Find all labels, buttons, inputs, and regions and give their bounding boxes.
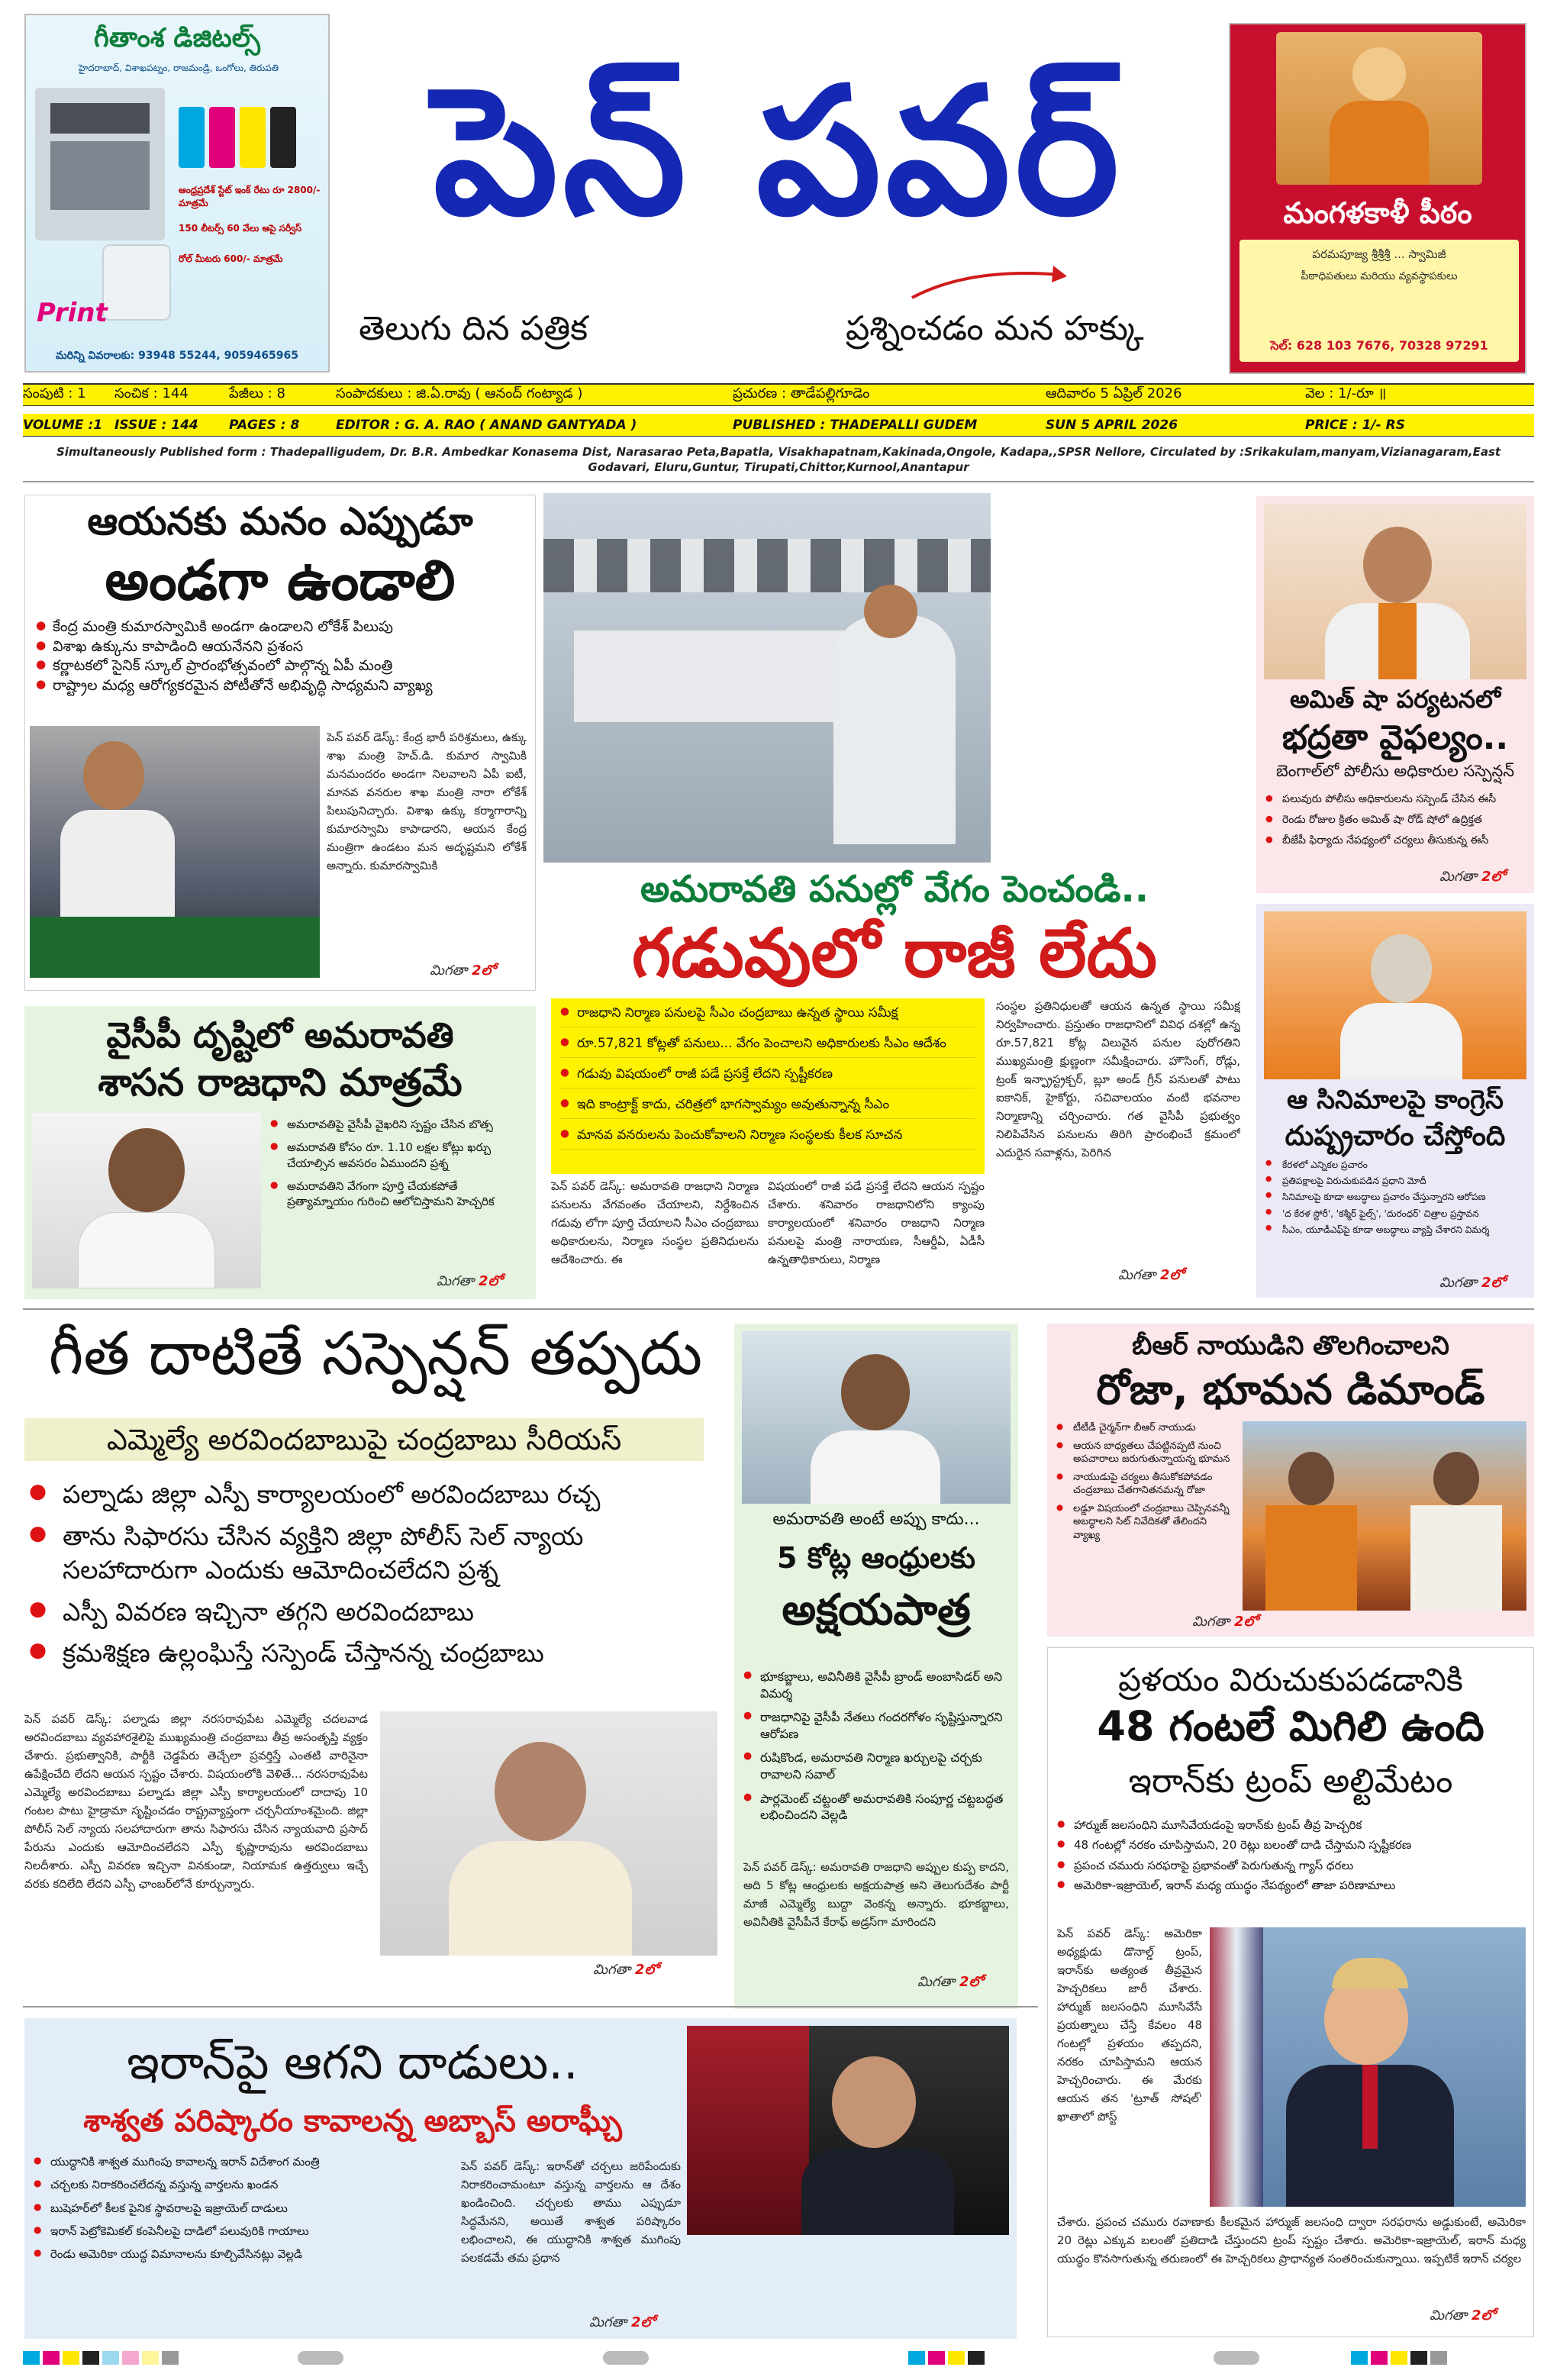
ad-left-offer3: రోల్ మీటరు 600/- మాత్రమే: [179, 253, 283, 264]
list-item: ● రాష్ట్రాల మధ్య ఆరోగ్యకరమైన పోటీతోనే అభివృద్ధి సాధ్యమని వ్యాఖ్య: [36, 676, 532, 696]
paper-rolls-illustration: [102, 244, 171, 321]
akshaya-kicker: అమరావతి అంటే అప్పు కాదు...: [772, 1510, 980, 1529]
list-item: ● విశాఖ ఉక్కును కాపాడింది ఆయనేనని ప్రశంస: [36, 637, 532, 657]
ink-bottles-illustration: [179, 92, 316, 176]
list-item: ● సీఎం, యూడీఎఫ్‌పై కూడా అబద్ధాలు వ్యాప్తి చేశారని విమర్శ: [1265, 1224, 1528, 1236]
abbas-araghchi-photo: [687, 2026, 1009, 2235]
divider-top: [23, 481, 1534, 482]
ad-left-contact: మరిన్ని వివరాలకు: 93948 55244, 9059465965: [55, 350, 299, 362]
roja-bullets: [1056, 1421, 1236, 1542]
amaravati-body-col1: పెన్ పవర్ డెస్క్: అమరావతి రాజధాని నిర్మాణ పనులను వేగవంతం చేయాలని, నిర్దేశించిన గడువు లోగా పూర్తి చేయాలని సీఎం చంద్రబాబు అధికారులను, నిర్మాణ సంస్థల ప్రతినిధులను ఆదేశించారు. ఈ: [551, 1179, 759, 1266]
pen-nib-icon: [908, 260, 1069, 305]
amit-bullets: [1265, 792, 1528, 848]
amaravati-review-photo: [543, 493, 991, 863]
ad-left-subline: హైదరాబాద్, విశాఖపట్నం, రాజమండ్రి, ఒంగోలు, తిరుపతి: [78, 63, 279, 73]
meta-editor-te: సంపాదకులు : జి.ఏ.రావు ( ఆనంద్ గంట్యాడ ): [336, 385, 583, 402]
list-item: ● అమరావతిని వేగంగా పూర్తి చేయకపోతే ప్రత్యామ్నాయం గురించి ఆలోచిస్తామని హెచ్చరిక: [270, 1179, 527, 1210]
amit-head1: అమిత్ షా పర్యటనలో: [1289, 685, 1501, 714]
list-item: ● రెండు రోజుల క్రితం అమిత్ షా రోడ్ షోలో ఉద్రిక్తత: [1265, 813, 1528, 827]
ad-left-offer1: ఆంధ్రప్రదేశ్ స్టేట్ ఇంక్ రేటు రూ 2800/- మాత్రమే: [179, 185, 321, 208]
list-item: ● ఎస్పీ వివరణ ఇచ్చినా తగ్గని అరవిందబాబు: [29, 1595, 716, 1630]
list-item: ● పార్లమెంట్ చట్టంతో అమరావతికి సంపూర్ణ చట్టబద్ధత లభించిందని వెల్లడి: [743, 1791, 1011, 1824]
list-item: ● భూకబ్జాలు, అవినీతికి వైసీపీ బ్రాండ్ అంబాసిడర్ అని విమర్శ: [743, 1669, 1011, 1701]
iran48-continued: మిగతా 2లో: [1430, 2307, 1495, 2324]
lokesh-head2: అండగా ఉండాలి: [105, 548, 456, 612]
print-registration-bar: [23, 2348, 1534, 2368]
divider-mid: [23, 1308, 1534, 1310]
divider-low: [23, 2006, 1038, 2008]
ad-right-phone: సెల్: 628 103 7676, 70328 97291: [1270, 338, 1488, 353]
story-amit-shah: [1256, 496, 1534, 893]
list-item: ● యుద్ధానికి శాశ్వత ముగింపు కావాలన్న ఇరాన్ విదేశాంగ మంత్రి: [34, 2154, 453, 2169]
list-item: ● బీజేపీ ఫిర్యాదు నేపథ్యంలో చర్యలు తీసుకున్న ఈసీ: [1265, 834, 1528, 848]
geetha-continued: మిగతా 2లో: [593, 1962, 659, 1978]
congress-head2: దుష్ప్రచారం చేస్తోంది: [1285, 1121, 1506, 1152]
list-item: ● క్రమశిక్షణ ఉల్లంఘిస్తే సస్పెండ్ చేస్తానన్న చంద్రబాబు: [29, 1637, 716, 1671]
roja-head1: బీఆర్ నాయుడిని తొలగించాలని: [1132, 1330, 1449, 1361]
list-item: ● రాజధానిపై వైసీపీ నేతలు గందరగోళం సృష్టిస్తున్నారని ఆరోపణ: [743, 1709, 1011, 1742]
list-item: ● పలువురు పోలీసు అధికారులను సస్పెండ్ చేసిన ఈసీ: [1265, 792, 1528, 807]
story-iran48: [1047, 1647, 1534, 2337]
ysrcp-continued: మిగతా 2లో: [437, 1273, 502, 1289]
geetha-body: పెన్ పవర్ డెస్క్: పల్నాడు జిల్లా నరసరావుపేట ఎమ్మెల్యే చదలవాడ అరవిందబాబు వ్యవహారశైలిపై ముఖ్యమంత్రి చంద్రబాబు తీవ్ర అసంతృప్తి వ్యక్తం చేశారు. ప్రభుత్వానికి, పార్టీకి చెడ్డపేరు తెచ్చేలా ప్రవర్తిస్తే ఎంతటి వారినైనా ఉపేక్షించేది లేదని ఆయన స్పష్టం చేశారు. విషయంలోకి వెళితే... నరసరావుపేట ఎమ్మెల్యే అరవిందబాబు పల్నాడు జిల్లా ఎస్పీ కార్యాలయంలో దాదాపు 10 గంటల పాటు హైడ్రామా సృష్టించడం రాష్ట్రవ్యాప్తంగా చర్చనీయాంశమైంది. జిల్లా పోలీస్ సెల్ న్యాయ సలహాదారుగా తాను సిఫారసు చేసిన న్యాయవాది ప్రసాద్ పేరును ఎందుకు ఆమోదించలేదని ఎస్పీ కృష్ణారావును అరవిందబాబు నిలదీశారు. ఎస్పీ వివరణ ఇచ్చినా వినకుండా, నియామక ఉత్తర్వులు ఇచ్చే వరకు కదిలేది లేదని ఎస్పీ ఛాంబర్‌లోనే కూర్చున్నారు.: [24, 1712, 368, 1891]
ad-right-mangalakali: [1229, 23, 1526, 374]
list-item: ● టీటీడీ చైర్మన్‌గా బీఆర్ నాయుడు: [1056, 1421, 1236, 1435]
meta-date-en: SUN 5 APRIL 2026: [1046, 417, 1178, 433]
meta-volume-te: సంపుటి : 1: [23, 385, 86, 402]
congress-bullets: [1265, 1159, 1528, 1236]
lokesh-bullets: [36, 618, 532, 696]
roja-head2: రోజా, భూమన డిమాండ్: [1096, 1366, 1485, 1414]
lokesh-body: పెన్ పవర్ డెస్క్: కేంద్ర భారీ పరిశ్రమలు, ఉక్కు శాఖ మంత్రి హెచ్.డి. కుమార స్వామికి మనమందరం అండగా నిలవాలని ఏపీ ఐటీ, మానవ వనరుల శాఖ మంత్రి నారా లోకేశ్ పిలుపునిచ్చారు. విశాఖ ఉక్కు కర్మాగారాన్ని కుమారస్వామి కాపాడారని, ఆయన కేంద్ర మంత్రిగా ఉండటం మన అదృష్టమని లోకేశ్ అన్నారు. కుమారస్వామికి: [327, 730, 527, 872]
list-item: ● 'ద కేరళ స్టోరీ', 'కశ్మీర్ ఫైల్స్', 'దురంధర్' చిత్రాల ప్రస్తావన: [1265, 1208, 1528, 1220]
meta-price-en: PRICE : 1/- RS: [1305, 417, 1405, 433]
lokesh-continued: మిగతా 2లో: [430, 963, 495, 979]
masthead-tagline-left: తెలుగు దిన పత్రిక: [359, 309, 588, 348]
list-item: ● అమెరికా-ఇజ్రాయెల్, ఇరాన్ మధ్య యుద్ధం నేపథ్యంలో తాజా పరిణామాలు: [1057, 1878, 1526, 1893]
story-lokesh: [24, 495, 536, 991]
iran48-bullets: [1057, 1817, 1526, 1893]
story-geetha: [24, 1321, 727, 2008]
story-congress: [1256, 904, 1534, 1298]
list-item: ● ఆయన బాధ్యతలు చేపట్టినప్పటి నుంచి అపచారాలు జరుగుతున్నాయన్న భూమన: [1056, 1440, 1236, 1466]
print-logo: Print: [37, 298, 108, 328]
ad-right-title: మంగళకాళీ పీఠం: [1283, 196, 1472, 230]
list-item: ● పల్నాడు జిల్లా ఎస్పీ కార్యాలయంలో అరవిందబాబు రచ్చ: [29, 1478, 716, 1512]
list-item: ● మానవ వనరులను పెంచుకోవాలని నిర్మాణ సంస్థలకు కీలక సూచన: [560, 1127, 975, 1150]
list-item: ● బుషెహర్‌లో కీలక పైనిక స్థావరాలపై ఇజ్రాయెల్ దాడులు: [34, 2201, 453, 2216]
printer-illustration: [35, 88, 165, 240]
list-item: ● కేంద్ర మంత్రి కుమారస్వామికి అండగా ఉండాలని లోకేశ్ పిలుపు: [36, 618, 532, 637]
list-item: ● రుషికొండ, అమరావతి నిర్మాణ ఖర్చులపై చర్చకు రావాలని సవాల్: [743, 1750, 1011, 1782]
roja-protest-photo: [1243, 1421, 1526, 1611]
geetha-headline: గీత దాటితే సస్పెన్షన్ తప్పదు: [48, 1321, 703, 1388]
iran48-head2: 48 గంటలే మిగిలి ఉంది: [1097, 1702, 1484, 1750]
masthead-title: పెన్ పవర్: [433, 50, 1124, 254]
iran48-body-left: పెన్ పవర్ డెస్క్: అమెరికా అధ్యక్షుడు డొనాల్డ్ ట్రంప్, ఇరాన్‌కు అత్యంత తీవ్రమైన హెచ్చరికలు జారీ చేశారు. హార్ముజ్ జలసంధిని మూసివేసే ప్రయత్నాలు చేస్తే కేవలం 48 గంటల్లో ప్రళయం తప్పదని, నరకం చూపిస్తామని ఆయన హెచ్చరించారు. ఈ మేరకు ఆయన తన 'ట్రూత్ సోషల్' ఖాతాలో పోస్ట్: [1057, 1927, 1202, 2124]
list-item: ● ఇది కాంట్రాక్ట్ కాదు, చరిత్రలో భాగస్వామ్యం అవుతున్నాన్న సీఎం: [560, 1096, 975, 1119]
list-item: ● అమరావతిపై వైసీపీ వైఖరిని స్పష్టం చేసిన బొత్స: [270, 1117, 527, 1132]
amit-sub: బెంగాల్‌లో పోలీసు అధికారుల సస్పెన్షన్: [1275, 762, 1515, 780]
modi-photo: [1264, 911, 1526, 1079]
meta-date-te: ఆదివారం 5 ఏప్రిల్ 2026: [1046, 385, 1182, 402]
meta-issue-en: ISSUE : 144: [114, 417, 198, 433]
list-item: ● ప్రపంచ చమురు సరఫరాపై ప్రభావంతో పెరుగుతున్న గ్యాస్ ధరలు: [1057, 1858, 1526, 1873]
meta-pages-te: పేజీలు : 8: [229, 385, 285, 402]
akshaya-bullets: [743, 1669, 1011, 1824]
meta-row-telugu: [23, 383, 1534, 406]
akshaya-head2: అక్షయపాత్ర: [782, 1585, 971, 1635]
amaravati-continued: మిగతా 2లో: [1118, 1267, 1184, 1283]
iran-attacks-continued: మిగతా 2లో: [589, 2314, 655, 2330]
list-item: ● చర్చలకు నిరాకరించలేదన్న వస్తున్న వార్తలను ఖండన: [34, 2177, 453, 2192]
story-ysrcp: [24, 1006, 536, 1299]
meta-price-te: వెల : 1/-రూ ॥: [1305, 385, 1387, 402]
list-item: ● రూ.57,821 కోట్లతో పనులు... వేగం పెంచాలని అధికారులకు సీఎం ఆదేశం: [560, 1035, 975, 1058]
list-item: ● నాయుడుపై చర్యలు తీసుకోకపోవడం చంద్రబాబు చేతగానితనమన్న రోజా: [1056, 1471, 1236, 1498]
meta-editor-en: EDITOR : G. A. RAO ( ANAND GANTYADA ): [336, 417, 637, 433]
list-item: ● ఇరాన్ పెట్రోకెమికల్ కంపెనీలపై దాడిలో పలువురికి గాయాలు: [34, 2224, 453, 2239]
list-item: ● అమరావతి కోసం రూ. 1.10 లక్షల కోట్లు ఖర్చు చేయాల్సిన అవసరం ఏముందని ప్రశ్న: [270, 1140, 527, 1171]
list-item: ● కేరళలో ఎన్నికల ప్రచారం: [1265, 1159, 1528, 1171]
amit-shah-photo: [1264, 504, 1526, 679]
iran-attacks-bullets: [34, 2154, 453, 2262]
story-akshaya: [734, 1324, 1018, 2009]
iran48-body-bottom: చేశారు. ప్రపంచ చమురు రవాణాకు కీలకమైన హార్ముజ్ జలసంధి ద్వారా సరఫరాను అడ్డుకుంటే, అమెరికా 20 రెట్లు ఎక్కువ బలంతో ప్రతిదాడి చేస్తుందని ట్రంప్ స్పష్టం చేశారు. అమెరికా-ఇజ్రాయెల్, ఇరాన్ మధ్య యుద్ధం కొనసాగుతున్న తరుణంలో ఈ హెచ్చరికలు ప్రాధాన్యత సంతరించుకున్నాయి. ఇప్పటికే ఇరాన్ చర్యల: [1057, 2215, 1526, 2266]
akshaya-head1: 5 కోట్ల ఆంధ్రులకు: [777, 1541, 975, 1575]
list-item: ● తాను సిఫారసు చేసిన వ్యక్తిని జిల్లా పోలీస్ సెల్ న్యాయ సలహాదారుగా ఎందుకు ఆమోదించలేదని ప్రశ్న: [29, 1520, 716, 1588]
buddha-venkanna-photo: [742, 1331, 1011, 1504]
meta-published-te: ప్రచురణ : తాడేపల్లిగూడెం: [733, 385, 870, 402]
iran-attacks-body: పెన్ పవర్ డెస్క్: ఇరాన్‌తో చర్చలు జరిపేందుకు నిరాకరించామంటూ వస్తున్న వార్తలను ఆ దేశం ఖండించింది. చర్చలకు తాము ఎప్పుడూ సిద్ధమేనని, అయితే శాశ్వత పరిష్కారం లభించాలని, ఈ యుద్ధానికి శాశ్వత ముగింపు పలకడమే తమ ప్రధాన: [461, 2159, 681, 2265]
ad-right-line1: పరమపూజ్య శ్రీశ్రీశ్రీ ... స్వామిజీ: [1312, 247, 1446, 261]
lokesh-photo: [30, 726, 320, 978]
meta-pages-en: PAGES : 8: [229, 417, 300, 433]
masthead-tagline-right: ప్రశ్నించడం మన హక్కు: [846, 309, 1144, 348]
list-item: ● రాజధాని నిర్మాణ పనులపై సీఎం చంద్రబాబు ఉన్నత స్థాయి సమీక్ష: [560, 1005, 975, 1027]
iran48-head3: ఇరాన్‌కు ట్రంప్ అల్టిమేటం: [1128, 1762, 1453, 1801]
list-item: ● లడ్డూ విషయంలో చంద్రబాబు చెప్పినవన్నీ అబద్ధాలని సిట్ నివేదికతో తేలిందని వ్యాఖ్య: [1056, 1502, 1236, 1543]
ad-right-line2: పీఠాధిపతులు మరియు వ్యవస్థాపకులు: [1301, 270, 1458, 282]
list-item: ● ప్రతిపక్షాలపై విరుచుకుపడిన ప్రధాని మోదీ: [1265, 1175, 1528, 1187]
geetha-sub: ఎమ్మెల్యే అరవిందబాబుపై చంద్రబాబు సీరియస్: [24, 1418, 704, 1461]
ysrcp-bullets: [270, 1117, 527, 1209]
ad-left-brand: గీతాంశ డిజిటల్స్: [94, 23, 260, 53]
list-item: ● రెండు అమెరికా యుద్ధ విమానాలను కూల్చివేసినట్లు వెల్లడి: [34, 2246, 453, 2262]
congress-head1: ఆ సినిమాలపై కాంగ్రెస్: [1287, 1085, 1504, 1115]
chandrababu-photo: [380, 1711, 717, 1956]
story-roja: [1047, 1324, 1534, 1637]
meta-volume-en: VOLUME :1: [23, 417, 103, 433]
akshaya-continued: మిగతా 2లో: [917, 1974, 983, 1990]
amit-continued: మిగతా 2లో: [1439, 869, 1505, 885]
meta-row-english: [23, 414, 1534, 437]
ad-left-gitamsha: [24, 14, 330, 372]
amaravati-subhead: అమరావతి పనుల్లో వేగం పెంచండి..: [640, 868, 1149, 911]
story-iran-attacks: [24, 2018, 1017, 2339]
list-item: ● కర్ణాటకలో సైనిక్ స్కూల్ ప్రారంభోత్సవంలో పాల్గొన్న ఏపీ మంత్రి: [36, 656, 532, 676]
akshaya-body: పెన్ పవర్ డెస్క్: అమరావతి రాజధాని అప్పుల కుప్ప కాదని, అది 5 కోట్ల ఆంధ్రులకు అక్షయపాత్ర అని తెలుగుదేశం పార్టీ మాజీ ఎమ్మెల్యే బుద్దా వెంకన్న అన్నారు. భూకబ్జాలు, అవినీతికి వైసీపీనే కేరాఫ్ అడ్రస్‌గా మారిందని: [743, 1860, 1009, 1929]
list-item: ● గడువు విషయంలో రాజీ పడే ప్రసక్తే లేదని స్పష్టీకరణ: [560, 1066, 975, 1088]
iran-attacks-sub: శాశ్వత పరిష్కారం కావాలన్న అబ్బాస్ అరాఘ్చీ: [83, 2104, 622, 2139]
trump-photo: [1210, 1927, 1526, 2207]
amit-head2: భద్రతా వైఫల్యం..: [1281, 718, 1509, 757]
amaravati-body-col2: విషయంలో రాజీ పడే ప్రసక్తే లేదని ఆయన స్పష్టం చేశారు. శనివారం రాజధానిలోని క్యాంపు కార్యాలయంలో శనివారం రాజధాని నిర్మాణ పనులపై మంత్రి నారాయణ, సీఆర్డీఏ, ఏడీసీ ఉన్నతాధికారులు, నిర్మాణ: [768, 1179, 985, 1266]
botsa-photo: [32, 1113, 261, 1288]
geetha-bullets: [29, 1478, 716, 1671]
meta-published-en: PUBLISHED : THADEPALLI GUDEM: [733, 417, 978, 433]
list-item: ● సినిమాలపై కూడా అబద్ధాలు ప్రచారం చేస్తున్నారని ఆరోపణ: [1265, 1191, 1528, 1203]
editions-line: Simultaneously Published form : Thadepalligudem, Dr. B.R. Ambedkar Konasema Dist, Narasarao Peta,Bapatla, Visakhapatnam,Kakinada,Ongole, Kadapa,,SPSR Nellore, Circulated by :Srikakulam,manyam,Vizianagaram,East Godavari, Eluru,Guntur, Tirupati,Chittor,Kurnool,Anantapur: [56, 445, 1501, 475]
iran48-head1: ప్రళయం విరుచుకుపడడానికి: [1118, 1661, 1463, 1698]
meta-issue-te: సంచిక : 144: [114, 385, 189, 402]
list-item: ● హార్ముజ్ జలసంధిని మూసివేయడంపై ఇరాన్‌కు ట్రంప్ తీవ్ర హెచ్చరిక: [1057, 1817, 1526, 1833]
ad-left-offer2: 150 లీటర్స్ 60 వేలు ఆపై సర్వీస్: [179, 223, 302, 234]
amaravati-headline: గడువులో రాజీ లేదు: [631, 914, 1158, 992]
congress-continued: మిగతా 2లో: [1439, 1275, 1505, 1291]
iran-attacks-head: ఇరాన్‌పై ఆగని దాడులు..: [127, 2034, 579, 2090]
ysrcp-head1: వైసీపీ దృష్టిలో అమరావతి: [106, 1014, 454, 1056]
lokesh-head1: ఆయనకు మనం ఎప్పుడూ: [87, 499, 473, 543]
amaravati-bullets-box: [551, 998, 985, 1174]
list-item: ● 48 గంటల్లో నరకం చూపిస్తామని, 20 రెట్లు బలంతో దాడి చేస్తామని స్పష్టీకరణ: [1057, 1837, 1526, 1853]
swami-photo: [1276, 32, 1482, 185]
amaravati-body-col3: సంస్థల ప్రతినిధులతో ఆయన ఉన్నత స్థాయి సమీక్ష నిర్వహించారు. ప్రస్తుతం రాజధానిలో వివిధ దశల్లో ఉన్న రూ.57,821 కోట్ల విలువైన పనుల పురోగతిని ముఖ్యమంత్రి క్షుణ్ణంగా సమీక్షించారు. హౌసింగ్, రోడ్లు, ట్రంక్ ఇన్ఫ్రాస్ట్రక్చర్, బ్లూ అండ్ గ్రీన్ పనులతో పాటు ఐకానిక్, హైకోర్టు, సచివాలయం వంటి భవనాల నిర్మాణాన్ని చర్చించారు. గత వైసీపీ ప్రభుత్వం నిలిపివేసిన పనులను తిరిగి ప్రారంభించే క్రమంలో ఎదురైన సవాళ్లను, పెరిగిన: [996, 999, 1240, 1159]
ysrcp-head2: శాసన రాజధాని మాత్రమే: [98, 1060, 463, 1105]
roja-continued: మిగతా 2లో: [1192, 1614, 1258, 1630]
